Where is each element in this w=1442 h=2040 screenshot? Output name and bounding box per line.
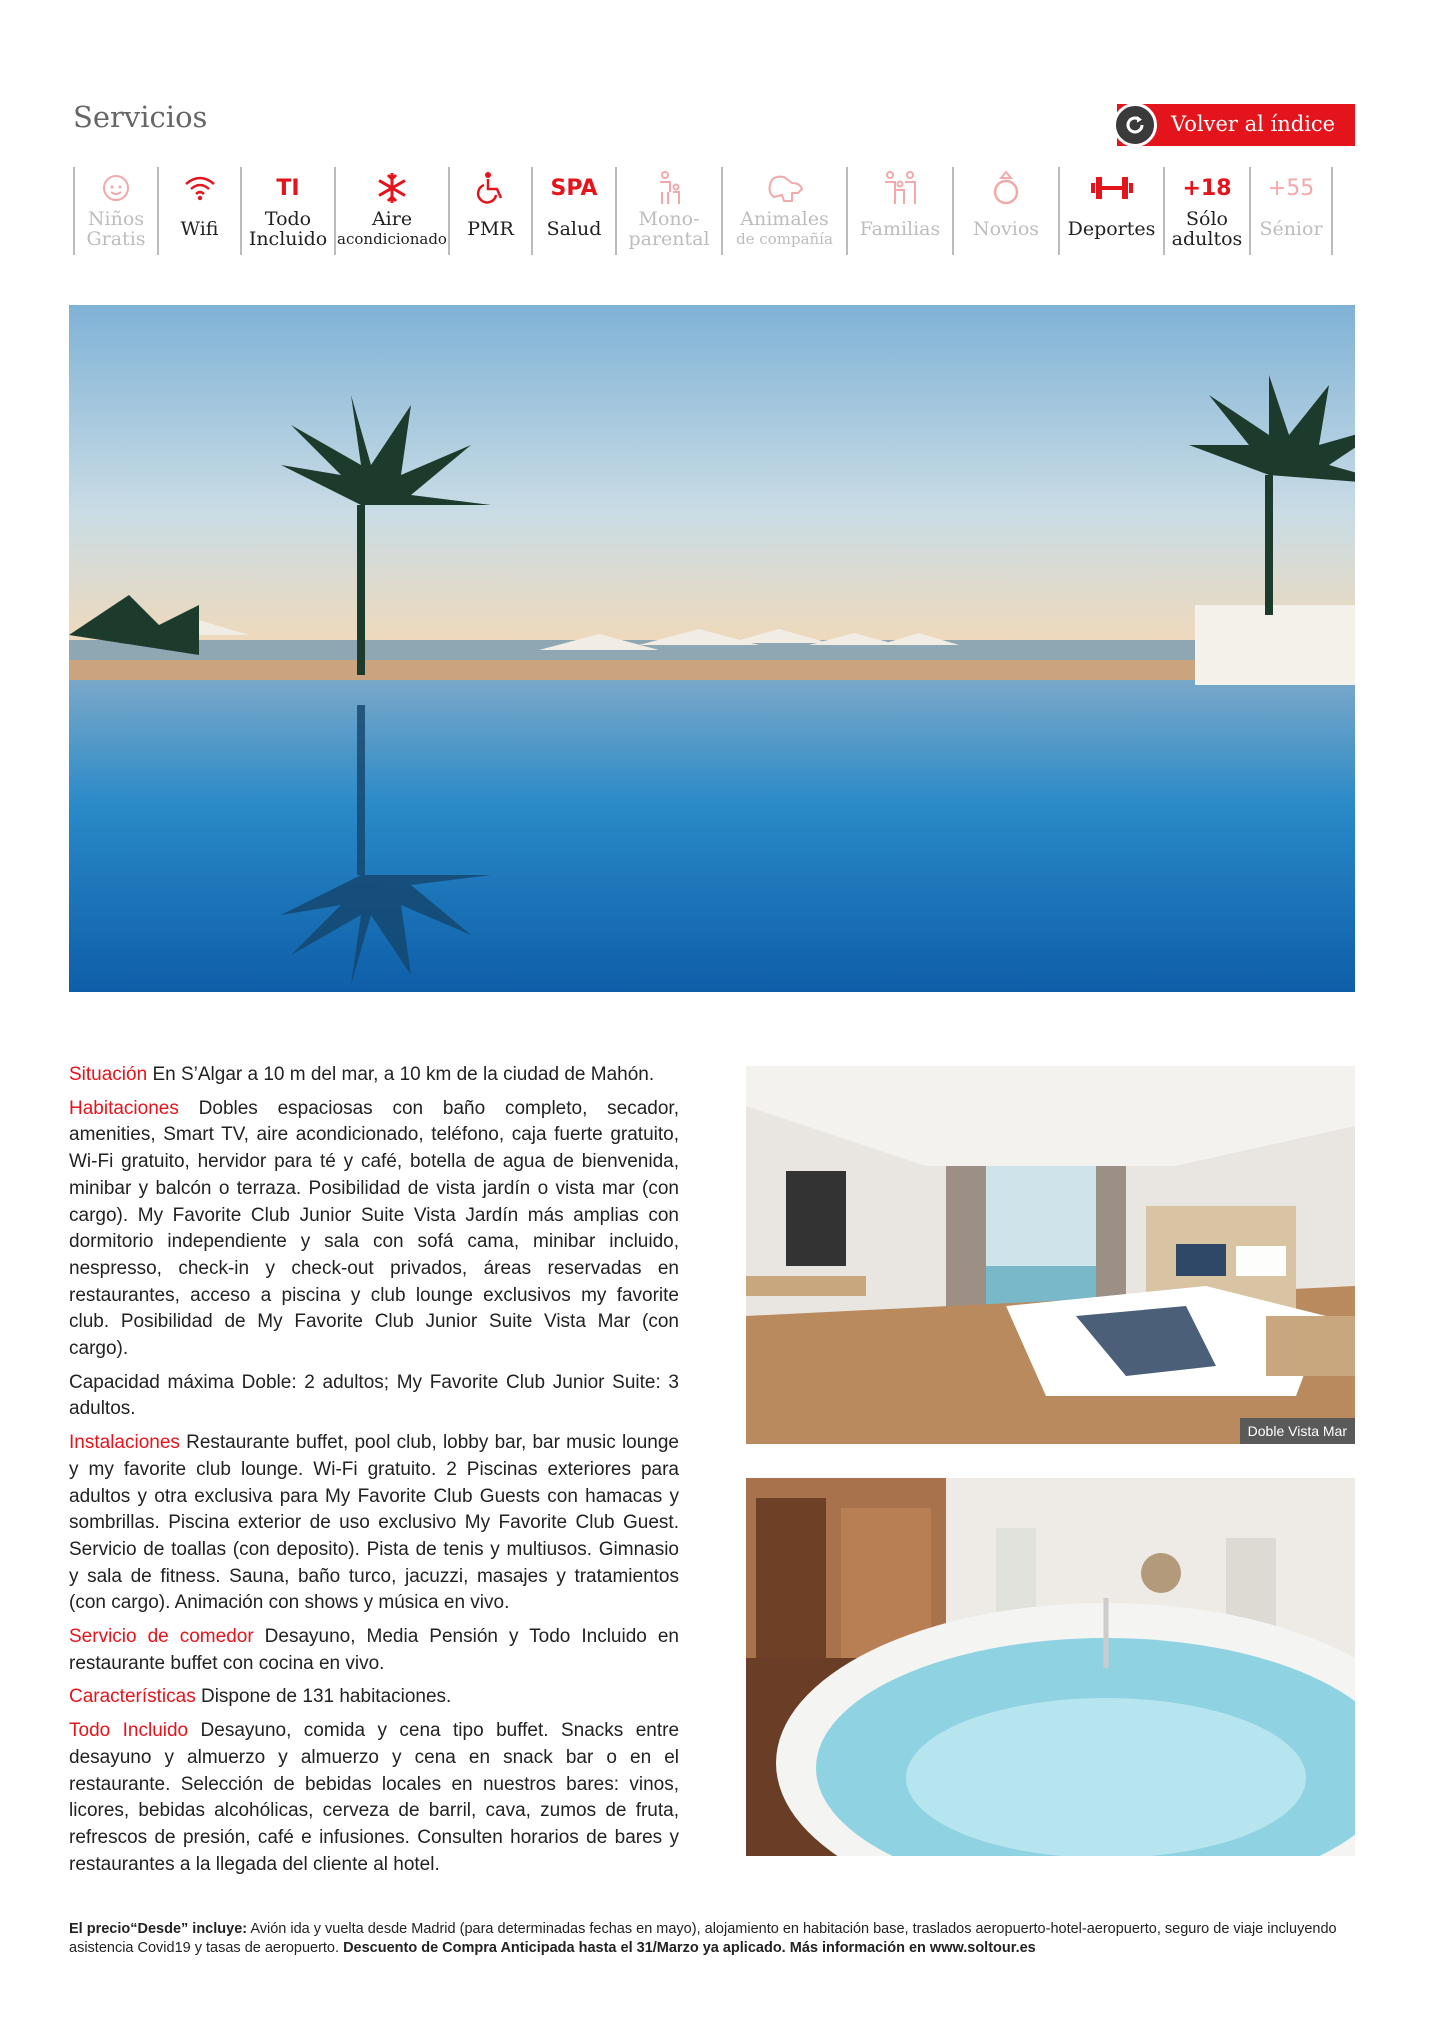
desc-todo-incluido: Todo Incluido Desayuno, comida y cena tipo buffet. Snacks entre desayuno y almuerzo y almuerzo y cena en snack bar o en el restaurante. Selección de bebidas locales en nuestros bares: vinos, licores, bebidas alcohólicas, cerveza de barril, cava, zumos de fruta, refrescos de presión, café e infusiones. Consulten horarios de bares y restaurantes a la llegada del cliente al hotel. [69, 1720, 680, 1875]
hotel-description [69, 1062, 679, 1885]
spa-icon: SPA [550, 175, 598, 201]
service-familias: Familias [846, 167, 952, 255]
family-icon [880, 170, 920, 206]
room-caption: Doble Vista Mar [1240, 1418, 1355, 1444]
service-ninos-gratis: Niños Gratis [73, 167, 157, 255]
desc-instalaciones: Instalaciones Restaurante buffet, pool club, lobby bar, bar music lounge y my favorite club lounge. Wi-Fi gratuito. 2 Piscinas exteriores para adultos y otra exclusiva para My Favorite Club Guests con hamacas y sombrillas. Piscina exterior de uso exclusivo My Favorite Club Guest. Servicio de toallas (con deposito). Pista de tenis y multiusos. Gimnasio y sala de fitness. Sauna, baño turco, jacuzzi, masajes y tratamientos (con cargo). Animación con shows y música en vivo. [69, 1432, 679, 1614]
single-parent-icon [654, 170, 684, 206]
service-aire-acondicionado: Aire acondicionado [334, 167, 448, 255]
service-senior: +55 Sénior [1249, 167, 1333, 255]
service-todo-incluido: TI Todo Incluido [240, 167, 334, 255]
desc-situacion: Situación En S’Algar a 10 m del mar, a 10 km de la ciudad de Mahón. [69, 1064, 655, 1085]
ti-icon: TI [276, 175, 300, 201]
back-button-label: Volver al índice [1171, 112, 1336, 136]
wifi-icon [183, 174, 217, 202]
snowflake-icon [375, 171, 409, 205]
desc-habitaciones: Habitaciones Dobles espaciosas con baño completo, secador, amenities, Smart TV, aire acondicionado, teléfono, caja fuerte gratuito, Wi-Fi gratuito, hervidor para té y café, botella de agua de bienvenida, minibar y balcón o terraza. Posibilidad de vista jardín o vista mar (con cargo). My Favorite Club Junior Suite Vista Jardín más amplias con dormitorio independiente y sala con sofá cama, minibar incluido, nespresso, check-in y check-out privados, áreas reservadas en restaurantes, acceso a piscina y club lounge exclusivos my favorite club. Posibilidad de My Favorite Club Junior Suite Vista Mar (con cargo). [69, 1097, 679, 1360]
service-wifi: Wifi [157, 167, 240, 255]
service-pmr: PMR [448, 167, 531, 255]
wheelchair-icon [475, 171, 507, 205]
adults-only-icon: +18 [1182, 175, 1232, 201]
refresh-icon [1113, 103, 1157, 147]
dog-icon [764, 171, 806, 205]
service-animales: Animales de compañía [721, 167, 846, 255]
services-bar [73, 167, 1355, 255]
dumbbell-icon [1089, 175, 1135, 201]
hero-pool-image [69, 305, 1355, 992]
page-title: Servicios [73, 100, 208, 134]
child-icon [101, 172, 131, 204]
desc-capacidad: Capacidad máxima Doble: 2 adultos; My Favorite Club Junior Suite: 3 adultos. [69, 1371, 679, 1420]
senior-icon: +55 [1267, 175, 1315, 201]
service-salud: SPA Salud [531, 167, 615, 255]
service-novios: Novios [952, 167, 1058, 255]
desc-comedor: Servicio de comedor Desayuno, Media Pensión y Todo Incluido en restaurante buffet con cocina en vivo. [69, 1626, 679, 1674]
service-solo-adultos: +18 Sólo adultos [1163, 167, 1249, 255]
back-to-index-button[interactable] [1117, 104, 1355, 146]
room-image [746, 1066, 1355, 1444]
price-disclaimer: El precio“Desde” incluye: Avión ida y vuelta desde Madrid (para determinadas fechas en mayo), alojamiento en habitación base, traslados aeropuerto-hotel-aeropuerto, seguro de viaje incluyendo asistencia Covid19 y tasas de aeropuerto. Descuento de Compra Anticipada hasta el 31/Marzo ya aplicado. Más información en www.soltour.es [69, 1921, 1337, 1956]
spa-jacuzzi-image [746, 1478, 1355, 1856]
service-monoparental: Mono- parental [615, 167, 721, 255]
desc-caracteristicas: Características Dispone de 131 habitaciones. [69, 1686, 452, 1708]
service-deportes: Deportes [1058, 167, 1163, 255]
ring-icon [990, 170, 1022, 206]
